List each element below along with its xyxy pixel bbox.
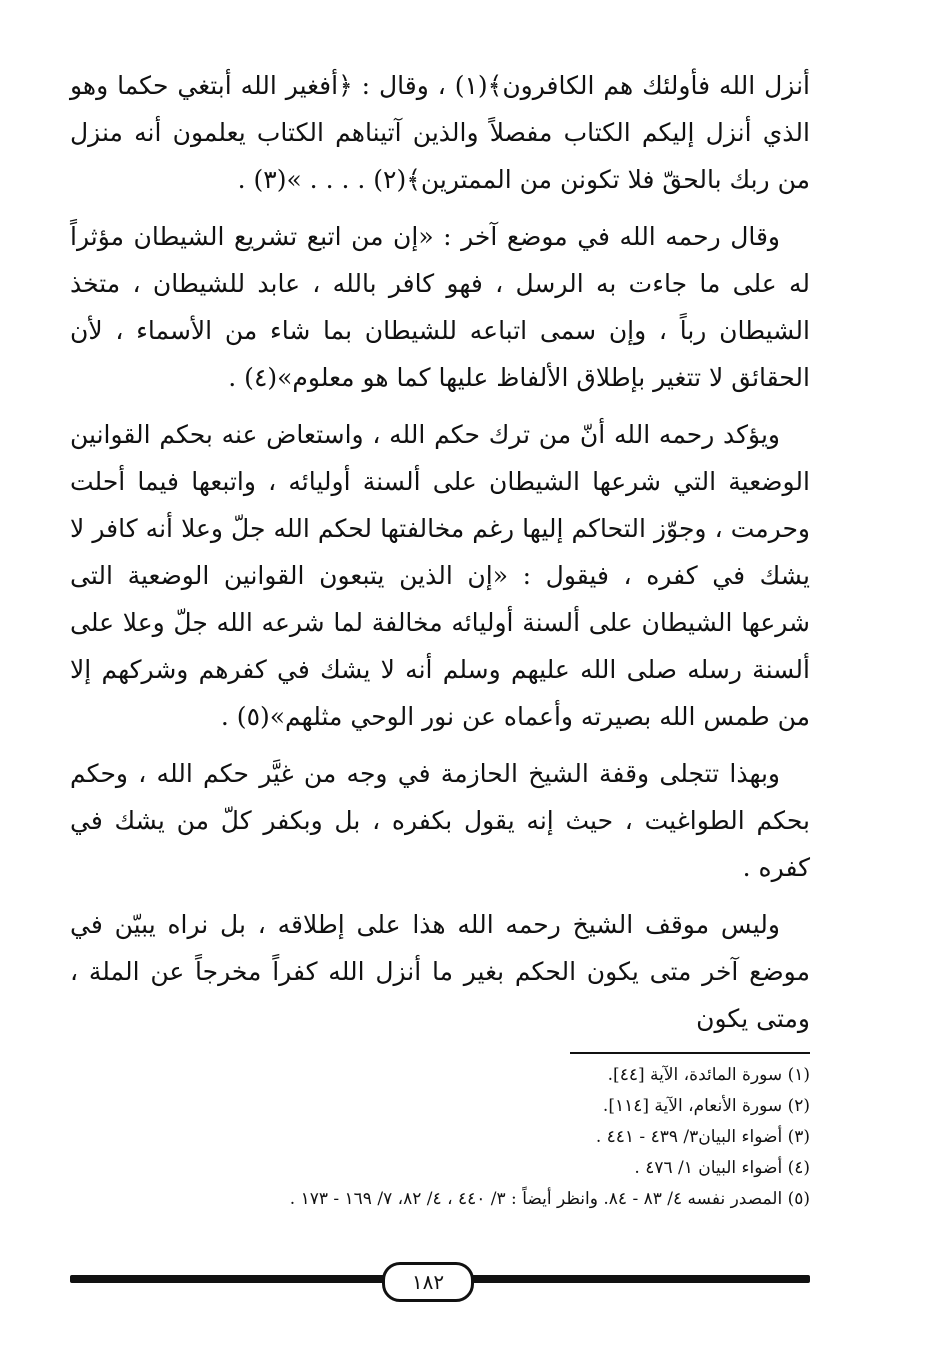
footnote-divider (570, 1052, 810, 1054)
page-body (70, 62, 810, 1215)
footer-rule-left (70, 1275, 395, 1283)
paragraph-3: ويؤكد رحمه الله أنّ من ترك حكم الله ، واستعاض عنه بحكم القوانين الوضعية التي شرعها الشيطان على ألسنة أوليائه ، واتبعها فيما أحلت وحرمت ، وجوّز التحاكم إليها رغم مخالفتها لحكم الله جلّ وعلا أنه كافر لا يشك في كفره ، فيقول : «إن الذين يتبعون القوانين الوضعية التى شرعها الشيطان على ألسنة أوليائه مخالفة لما شرعه الله جلّ وعلا على ألسنة رسله صلى الله عليهم وسلم أنه لا يشك في كفرهم وشركهم إلا من طمس الله بصيرته وأعماه عن نور الوحي مثلهم»(٥) . (70, 420, 810, 731)
paragraph-5: وليس موقف الشيخ رحمه الله هذا على إطلاقه ، بل نراه يبيّن في موضع آخر متى يكون الحكم بغير ما أنزل الله كفراً مخرجاً عن الملة ، ومتى يكون (70, 910, 810, 1033)
footer-rule-right (465, 1275, 810, 1283)
paragraph-2: وقال رحمه الله في موضع آخر : «إن من اتبع تشريع الشيطان مؤثراً له على ما جاءت به الرسل ، فهو كافر بالله ، عابد للشيطان ، متخذ الشيطان رباً ، وإن سمى اتباعه للشيطان بما شاء من الأسماء ، لأن الحقائق لا تتغير بإطلاق الألفاظ عليها كما هو معلوم»(٤) . (70, 222, 810, 392)
page-number: ١٨٢ (382, 1262, 474, 1302)
footnote-2: (٢) سورة الأنعام، الآية [١١٤]. (602, 1096, 810, 1116)
paragraph-1: أنزل الله فأولئك هم الكافرون﴾(١) ، وقال : ﴿أفغير الله أبتغي حكما وهو الذي أنزل إليكم الكتاب مفصلاً والذين آتيناهم الكتاب يعلمون أنه منزل من ربك بالحقّ فلا تكونن من الممترين﴾(٢) . . . . »(٣) . (70, 71, 810, 194)
page-footer (70, 1262, 810, 1302)
footnotes-list (70, 1060, 810, 1215)
footnote-1: (١) سورة المائدة، الآية [٤٤]. (607, 1065, 810, 1085)
footnote-4: (٤) أضواء البيان ١/ ٤٧٦ . (634, 1158, 810, 1178)
paragraph-4: وبهذا تتجلى وقفة الشيخ الحازمة في وجه من غيَّر حكم الله ، وحكم بحكم الطواغيت ، حيث إنه يقول بكفره ، بل وبكفر كلّ من يشك في كفره . (70, 759, 810, 882)
footnote-3: (٣) أضواء البيان٣/ ٤٣٩ - ٤٤١ . (595, 1127, 810, 1147)
footnote-5: (٥) المصدر نفسه ٤/ ٨٣ - ٨٤. وانظر أيضاً : ٣/ ٤٤٠ ، ٤/ ٨٢، ٧/ ١٦٩ - ١٧٣ . (289, 1189, 810, 1209)
